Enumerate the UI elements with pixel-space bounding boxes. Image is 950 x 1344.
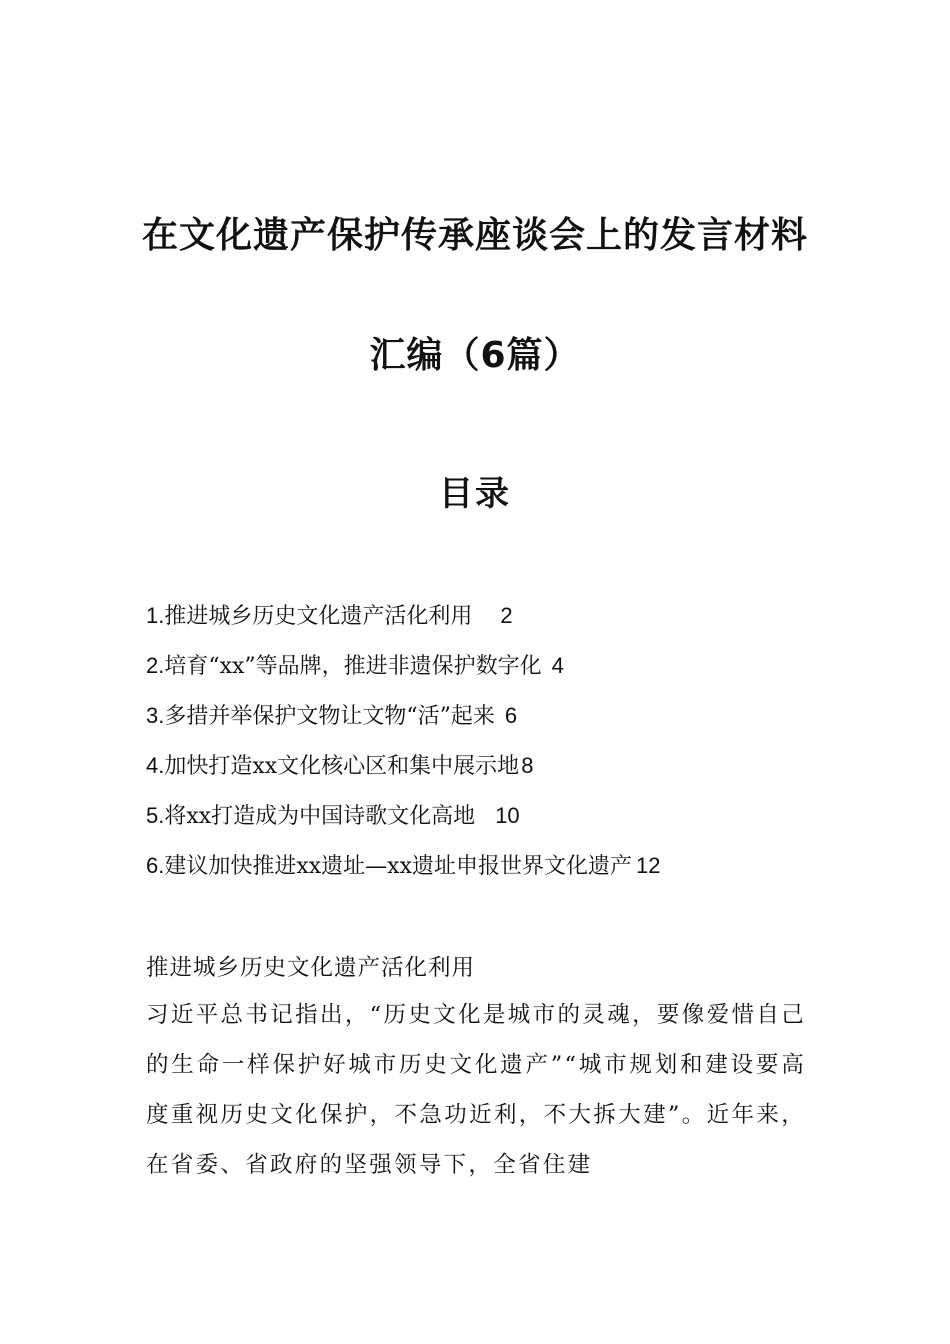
toc-item[interactable]	[146, 750, 826, 800]
document-title-line-2: 汇编（6篇）	[369, 335, 581, 376]
toc-item-page: 8	[521, 753, 534, 778]
toc-item-title: 将xx打造成为中国诗歌文化高地	[164, 804, 476, 829]
toc-item-number: 6.	[146, 853, 165, 878]
toc-item[interactable]	[146, 800, 826, 850]
document-body	[146, 950, 806, 1190]
table-of-contents	[146, 600, 826, 900]
body-paragraph: 习近平总书记指出，“历史文化是城市的灵魂，要像爱惜自己的生命一样保护好城市历史文化遗产”“城市规划和建设要高度重视历史文化保护，不急功近利，不大拆大建”。近年来，在省委、省政府的坚强领导下，全省住建	[146, 1002, 806, 1178]
toc-item-number: 5.	[146, 803, 165, 828]
toc-item-page: 6	[504, 703, 518, 728]
toc-heading: 目录	[439, 474, 511, 514]
toc-item[interactable]	[146, 700, 826, 750]
toc-item-number: 1.	[146, 603, 165, 628]
toc-item-number: 4.	[146, 753, 165, 778]
toc-item-title: 推进城乡历史文化遗产活化利用	[164, 604, 473, 629]
toc-item-number: 2.	[146, 653, 165, 678]
toc-item-title: 加快打造xx文化核心区和集中展示地	[164, 754, 520, 779]
toc-item-title: 建议加快推进xx遗址—xx遗址申报世界文化遗产	[164, 854, 632, 879]
document-title-line-1: 在文化遗产保护传承座谈会上的发言材料	[141, 215, 808, 256]
toc-item[interactable]	[146, 850, 826, 900]
toc-item-title: 培育“xx”等品牌，推进非遗保护数字化	[164, 654, 542, 679]
toc-item-page: 12	[636, 853, 661, 878]
toc-item-page: 10	[495, 803, 520, 828]
toc-item-page: 2	[500, 603, 513, 628]
toc-item-page: 4	[551, 653, 564, 678]
toc-item-number: 3.	[146, 703, 165, 728]
toc-item[interactable]	[146, 600, 826, 650]
toc-item-title: 多措并举保护文物让文物“活”起来	[164, 704, 495, 729]
section-heading: 推进城乡历史文化遗产活化利用	[146, 955, 476, 981]
toc-item[interactable]	[146, 650, 826, 700]
